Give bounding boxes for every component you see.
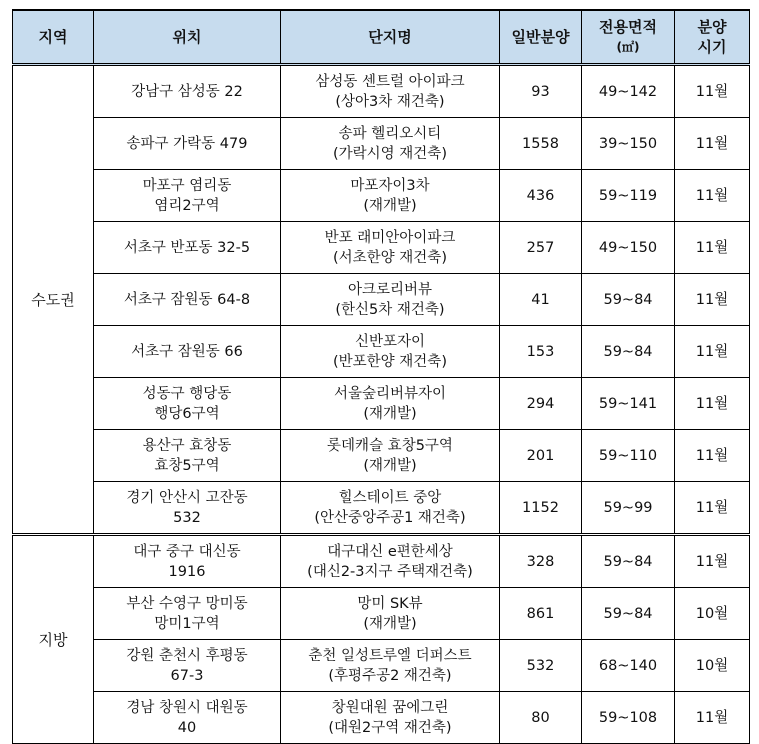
table-row [13, 692, 750, 744]
header-complex: 단지명 [281, 10, 500, 65]
units-cell: 93 [500, 65, 582, 118]
location-cell [94, 640, 281, 692]
units-cell: 436 [500, 170, 582, 222]
month-cell: 11월 [675, 378, 750, 430]
table-row [13, 482, 750, 535]
location-cell [94, 378, 281, 430]
location-cell-line2: 532 [173, 509, 201, 526]
location-cell-line1: 서초구 반포동 32-5 [123, 239, 251, 256]
complex-cell [281, 222, 500, 274]
location-cell [94, 222, 281, 274]
units-cell: 861 [500, 588, 582, 640]
complex-cell-line1: 힐스테이트 중앙 [338, 489, 442, 506]
complex-cell-line2: (재개발) [363, 197, 417, 214]
location-cell-line2: 망미1구역 [154, 615, 220, 632]
location-cell [94, 326, 281, 378]
complex-cell-line2: (대원2구역 재건축) [328, 719, 452, 736]
complex-cell-line2: (상아3차 재건축) [335, 93, 445, 110]
complex-cell-line2: (대신2-3지구 주택재건축) [307, 563, 473, 580]
location-cell-line1: 성동구 행당동 [142, 385, 232, 402]
header-area [582, 10, 675, 65]
table-row [13, 430, 750, 482]
complex-cell [281, 326, 500, 378]
complex-cell-line1: 망미 SK뷰 [357, 595, 423, 612]
complex-cell-line2: (한신5차 재건축) [335, 301, 445, 318]
area-cell: 59~84 [582, 326, 675, 378]
header-area-unit: (㎡) [616, 40, 640, 54]
complex-cell [281, 170, 500, 222]
month-cell: 11월 [675, 482, 750, 535]
units-cell: 80 [500, 692, 582, 744]
table-row [13, 170, 750, 222]
location-cell [94, 692, 281, 744]
header-units: 일반분양 [500, 10, 582, 65]
month-cell: 11월 [675, 170, 750, 222]
month-cell: 11월 [675, 222, 750, 274]
units-cell: 328 [500, 535, 582, 588]
location-cell-line1: 서초구 잠원동 66 [131, 343, 243, 360]
location-cell-line1: 경남 창원시 대원동 [126, 699, 248, 716]
table-header [13, 10, 750, 65]
complex-cell-line1: 창원대원 꿈에그린 [331, 699, 449, 716]
units-cell: 1152 [500, 482, 582, 535]
table-row [13, 326, 750, 378]
location-cell-line2: 행당6구역 [154, 405, 220, 422]
complex-cell-line1: 아크로리버뷰 [347, 281, 433, 298]
location-cell-line2: 효창5구역 [154, 457, 220, 474]
location-cell-line1: 경기 안산시 고잔동 [126, 489, 248, 506]
location-cell-line1: 대구 중구 대신동 [133, 543, 241, 560]
complex-cell-line2: (후평주공2 재건축) [328, 667, 452, 684]
table-row [13, 65, 750, 118]
location-cell-line2: 40 [177, 719, 197, 736]
location-cell [94, 588, 281, 640]
header-timing-line1: 분양 [697, 18, 727, 36]
month-cell: 11월 [675, 118, 750, 170]
complex-cell [281, 274, 500, 326]
presale-schedule-table [12, 9, 750, 744]
table-row [13, 588, 750, 640]
units-cell: 257 [500, 222, 582, 274]
complex-cell-line1: 마포자이3차 [350, 177, 430, 194]
header-location: 위치 [94, 10, 281, 65]
month-cell: 11월 [675, 326, 750, 378]
complex-cell-line1: 춘천 일성트루엘 더퍼스트 [308, 647, 472, 664]
units-cell: 153 [500, 326, 582, 378]
location-cell [94, 170, 281, 222]
complex-cell [281, 378, 500, 430]
location-cell [94, 118, 281, 170]
complex-cell [281, 535, 500, 588]
header-region: 지역 [13, 10, 94, 65]
complex-cell-line2: (반포한양 재건축) [333, 353, 447, 370]
complex-cell-line1: 송파 헬리오시티 [338, 125, 442, 142]
location-cell-line1: 강원 춘천시 후평동 [126, 647, 248, 664]
area-cell: 59~119 [582, 170, 675, 222]
month-cell: 10월 [675, 588, 750, 640]
complex-cell-line2: (재개발) [363, 457, 417, 474]
table-body [13, 65, 750, 744]
month-cell: 11월 [675, 274, 750, 326]
units-cell: 1558 [500, 118, 582, 170]
month-cell: 11월 [675, 692, 750, 744]
complex-cell [281, 692, 500, 744]
complex-cell-line1: 신반포자이 [354, 333, 426, 350]
complex-cell-line2: (서초한양 재건축) [333, 249, 447, 266]
area-cell: 49~150 [582, 222, 675, 274]
complex-cell [281, 482, 500, 535]
complex-cell-line1: 서울숲리버뷰자이 [333, 385, 447, 402]
complex-cell [281, 430, 500, 482]
region-cell: 수도권 [13, 65, 94, 535]
complex-cell-line2: (재개발) [363, 405, 417, 422]
month-cell: 11월 [675, 430, 750, 482]
area-cell: 59~108 [582, 692, 675, 744]
location-cell-line1: 서초구 잠원동 64-8 [123, 291, 251, 308]
table-row [13, 118, 750, 170]
location-cell-line2: 67-3 [170, 667, 204, 684]
complex-cell-line2: (안산중앙주공1 재건축) [314, 509, 466, 526]
area-cell: 59~84 [582, 535, 675, 588]
table-row [13, 640, 750, 692]
location-cell [94, 65, 281, 118]
location-cell [94, 482, 281, 535]
location-cell-line1: 마포구 염리동 [142, 177, 232, 194]
month-cell: 11월 [675, 535, 750, 588]
area-cell: 59~99 [582, 482, 675, 535]
complex-cell [281, 65, 500, 118]
complex-cell-line2: (재개발) [363, 615, 417, 632]
month-cell: 11월 [675, 65, 750, 118]
complex-cell [281, 118, 500, 170]
table-row [13, 222, 750, 274]
complex-cell-line2: (가락시영 재건축) [333, 145, 447, 162]
area-cell: 68~140 [582, 640, 675, 692]
location-cell [94, 535, 281, 588]
area-cell: 59~84 [582, 274, 675, 326]
table-row [13, 378, 750, 430]
location-cell-line2: 염리2구역 [154, 197, 220, 214]
header-timing [675, 10, 750, 65]
table-row [13, 274, 750, 326]
location-cell-line1: 강남구 삼성동 22 [131, 83, 243, 100]
area-cell: 49~142 [582, 65, 675, 118]
location-cell-line2: 1916 [168, 563, 206, 580]
complex-cell [281, 588, 500, 640]
complex-cell [281, 640, 500, 692]
location-cell [94, 430, 281, 482]
area-cell: 39~150 [582, 118, 675, 170]
complex-cell-line1: 삼성동 센트럴 아이파크 [315, 73, 465, 90]
area-cell: 59~84 [582, 588, 675, 640]
units-cell: 41 [500, 274, 582, 326]
location-cell-line1: 용산구 효창동 [142, 437, 232, 454]
location-cell-line1: 송파구 가락동 479 [126, 135, 248, 152]
location-cell [94, 274, 281, 326]
area-cell: 59~141 [582, 378, 675, 430]
table-row [13, 535, 750, 588]
header-area-label: 전용면적 [599, 18, 657, 36]
region-cell: 지방 [13, 535, 94, 744]
units-cell: 532 [500, 640, 582, 692]
units-cell: 201 [500, 430, 582, 482]
complex-cell-line1: 대구대신 e편한세상 [327, 543, 453, 560]
units-cell: 294 [500, 378, 582, 430]
area-cell: 59~110 [582, 430, 675, 482]
complex-cell-line1: 롯데캐슬 효창5구역 [327, 437, 453, 454]
complex-cell-line1: 반포 래미안아이파크 [324, 229, 456, 246]
header-timing-line2: 시기 [697, 38, 727, 56]
month-cell: 10월 [675, 640, 750, 692]
location-cell-line1: 부산 수영구 망미동 [126, 595, 248, 612]
